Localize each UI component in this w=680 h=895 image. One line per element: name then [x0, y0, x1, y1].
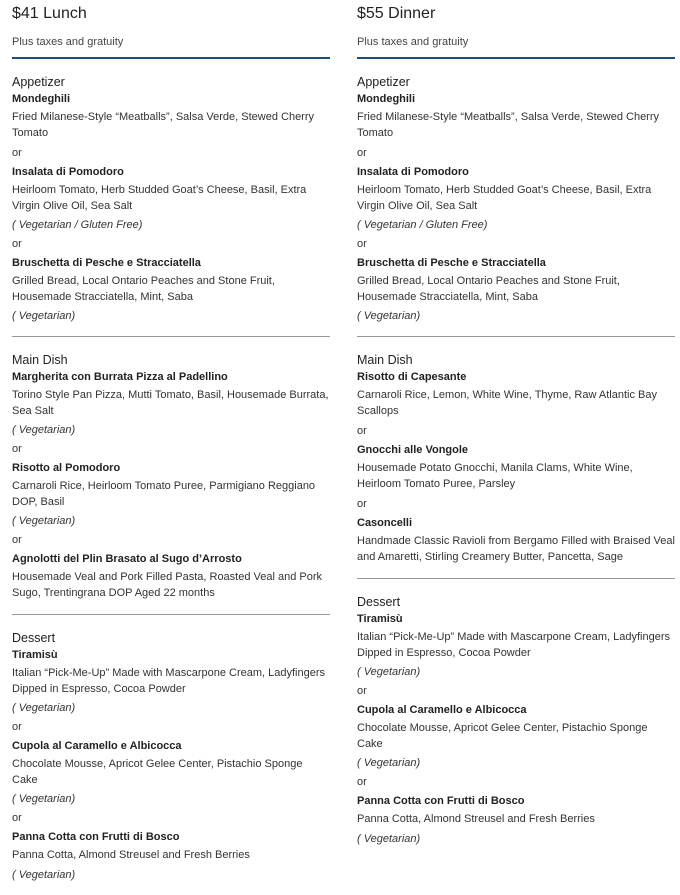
- menu-sections: [357, 74, 675, 859]
- dietary-note: ( Vegetarian): [357, 310, 421, 322]
- dish-item: [357, 516, 675, 565]
- dietary-note: ( Vegetarian): [12, 868, 76, 881]
- dish-name: Gnocchi alle Vongole: [357, 444, 469, 456]
- section-title: Dessert: [12, 631, 56, 645]
- dietary-note: ( Vegetarian / Gluten Free): [357, 219, 488, 231]
- or-separator: or: [357, 776, 367, 788]
- menu-section: [357, 74, 675, 337]
- dish-description: Fried Milanese-Style “Meatballs”, Salsa Verde, Stewed Cherry Tomato: [12, 111, 315, 139]
- or-separator: or: [12, 721, 22, 733]
- dish-name: Risotto al Pomodoro: [12, 462, 121, 474]
- dish-description: Grilled Bread, Local Ontario Peaches and Stone Fruit, Housemade Stracciatella, Mint, Saba: [357, 275, 620, 303]
- menu-subtitle: Plus taxes and gratuity: [357, 36, 469, 48]
- menu-section: [357, 594, 675, 859]
- menu-subtitle: Plus taxes and gratuity: [12, 36, 124, 48]
- dish-name: Cupola al Caramello e Albicocca: [357, 704, 527, 716]
- dietary-note: ( Vegetarian): [12, 793, 76, 805]
- dietary-note: ( Vegetarian / Gluten Free): [12, 219, 143, 231]
- dish-description: Grilled Bread, Local Ontario Peaches and Stone Fruit, Housemade Stracciatella, Mint, Saba: [12, 275, 275, 303]
- menu-section: [12, 630, 330, 895]
- dish-item: [357, 370, 675, 419]
- dietary-note: ( Vegetarian): [357, 832, 421, 845]
- dish-item: [12, 461, 330, 528]
- dish-item: [12, 552, 330, 601]
- dish-name: Insalata di Pomodoro: [357, 166, 469, 178]
- or-separator: or: [12, 238, 22, 250]
- dish-description: Chocolate Mousse, Apricot Gelee Center, Pistachio Sponge Cake: [12, 758, 303, 786]
- menu-sections: [12, 74, 330, 895]
- dish-item: [12, 830, 330, 882]
- menu-section: [12, 352, 330, 615]
- menu-title-rule: [12, 57, 330, 59]
- dish-description: Torino Style Pan Pizza, Mutti Tomato, Basil, Housemade Burrata, Sea Salt: [12, 389, 329, 417]
- dish-description: Carnaroli Rice, Heirloom Tomato Puree, Parmigiano Reggiano DOP, Basil: [12, 480, 316, 508]
- dish-name: Tiramisù: [12, 649, 58, 661]
- dish-description: Panna Cotta, Almond Streusel and Fresh Berries: [357, 813, 595, 825]
- dish-item: [357, 165, 675, 232]
- dietary-note: ( Vegetarian): [12, 515, 76, 527]
- or-separator: or: [357, 425, 367, 437]
- section-title: Appetizer: [12, 75, 65, 89]
- dish-description: Italian “Pick-Me-Up” Made with Mascarpone Cream, Ladyfingers Dipped in Espresso, Cocoa Powder: [357, 631, 671, 659]
- dish-name: Casoncelli: [357, 517, 413, 529]
- or-separator: or: [357, 498, 367, 510]
- dish-name: Panna Cotta con Frutti di Bosco: [357, 795, 525, 807]
- section-title: Dessert: [357, 595, 401, 609]
- dish-name: Mondeghili: [357, 93, 416, 105]
- or-separator: or: [12, 147, 22, 159]
- dish-item: [12, 648, 330, 715]
- dish-description: Heirloom Tomato, Herb Studded Goat’s Cheese, Basil, Extra Virgin Olive Oil, Sea Salt: [357, 184, 652, 212]
- or-separator: or: [357, 685, 367, 697]
- dish-description: Carnaroli Rice, Lemon, White Wine, Thyme, Raw Atlantic Bay Scallops: [357, 389, 657, 417]
- or-separator: or: [357, 238, 367, 250]
- or-separator: or: [12, 534, 22, 546]
- dish-description: Heirloom Tomato, Herb Studded Goat’s Cheese, Basil, Extra Virgin Olive Oil, Sea Salt: [12, 184, 307, 212]
- dietary-note: ( Vegetarian): [12, 702, 76, 714]
- menu-title: $55 Dinner: [357, 5, 436, 22]
- dish-name: Cupola al Caramello e Albicocca: [12, 740, 182, 752]
- or-separator: or: [12, 812, 22, 824]
- dish-item: [357, 794, 675, 846]
- dish-item: [357, 612, 675, 679]
- menu-title: $41 Lunch: [12, 5, 87, 22]
- or-separator: or: [357, 147, 367, 159]
- dish-description: Handmade Classic Ravioli from Bergamo Filled with Braised Veal and Amaretti, Stirling Creamery Butter, Pancetta, Sage: [357, 535, 675, 563]
- dish-item: [357, 92, 675, 141]
- dish-description: Housemade Veal and Pork Filled Pasta, Roasted Veal and Pork Sugo, Trentingrana DOP Aged 22 months: [12, 571, 323, 599]
- dish-description: Housemade Potato Gnocchi, Manila Clams, White Wine, Heirloom Tomato Puree, Parsley: [357, 462, 633, 490]
- dish-item: [357, 256, 675, 323]
- dish-name: Agnolotti del Plin Brasato al Sugo d’Arrosto: [12, 553, 242, 565]
- section-title: Appetizer: [357, 75, 410, 89]
- dish-item: [12, 739, 330, 806]
- dish-name: Insalata di Pomodoro: [12, 166, 124, 178]
- lunch-menu-column: [12, 0, 330, 895]
- menu-section: [357, 352, 675, 579]
- dish-description: Italian “Pick-Me-Up” Made with Mascarpone Cream, Ladyfingers Dipped in Espresso, Cocoa Powder: [12, 667, 326, 695]
- dietary-note: ( Vegetarian): [12, 424, 76, 436]
- dish-name: Panna Cotta con Frutti di Bosco: [12, 831, 180, 843]
- menu-section: [12, 74, 330, 337]
- dish-name: Bruschetta di Pesche e Stracciatella: [12, 257, 201, 269]
- dietary-note: ( Vegetarian): [12, 310, 76, 322]
- dietary-note: ( Vegetarian): [357, 757, 421, 769]
- dish-item: [12, 165, 330, 232]
- dish-name: Bruschetta di Pesche e Stracciatella: [357, 257, 546, 269]
- menu-title-rule: [357, 57, 675, 59]
- or-separator: or: [12, 443, 22, 455]
- dish-item: [357, 703, 675, 770]
- dietary-note: ( Vegetarian): [357, 666, 421, 678]
- dish-name: Mondeghili: [12, 93, 71, 105]
- dish-description: Chocolate Mousse, Apricot Gelee Center, Pistachio Sponge Cake: [357, 722, 648, 750]
- dish-description: Panna Cotta, Almond Streusel and Fresh Berries: [12, 849, 250, 861]
- dish-item: [357, 443, 675, 492]
- dish-item: [12, 92, 330, 141]
- dish-item: [12, 256, 330, 323]
- dish-name: Risotto di Capesante: [357, 371, 467, 383]
- dinner-menu-column: [357, 0, 675, 859]
- dish-name: Margherita con Burrata Pizza al Padellino: [12, 371, 228, 383]
- section-title: Main Dish: [357, 353, 413, 367]
- dish-item: [12, 370, 330, 437]
- section-title: Main Dish: [12, 353, 68, 367]
- dish-description: Fried Milanese-Style “Meatballs”, Salsa Verde, Stewed Cherry Tomato: [357, 111, 660, 139]
- dish-name: Tiramisù: [357, 613, 403, 625]
